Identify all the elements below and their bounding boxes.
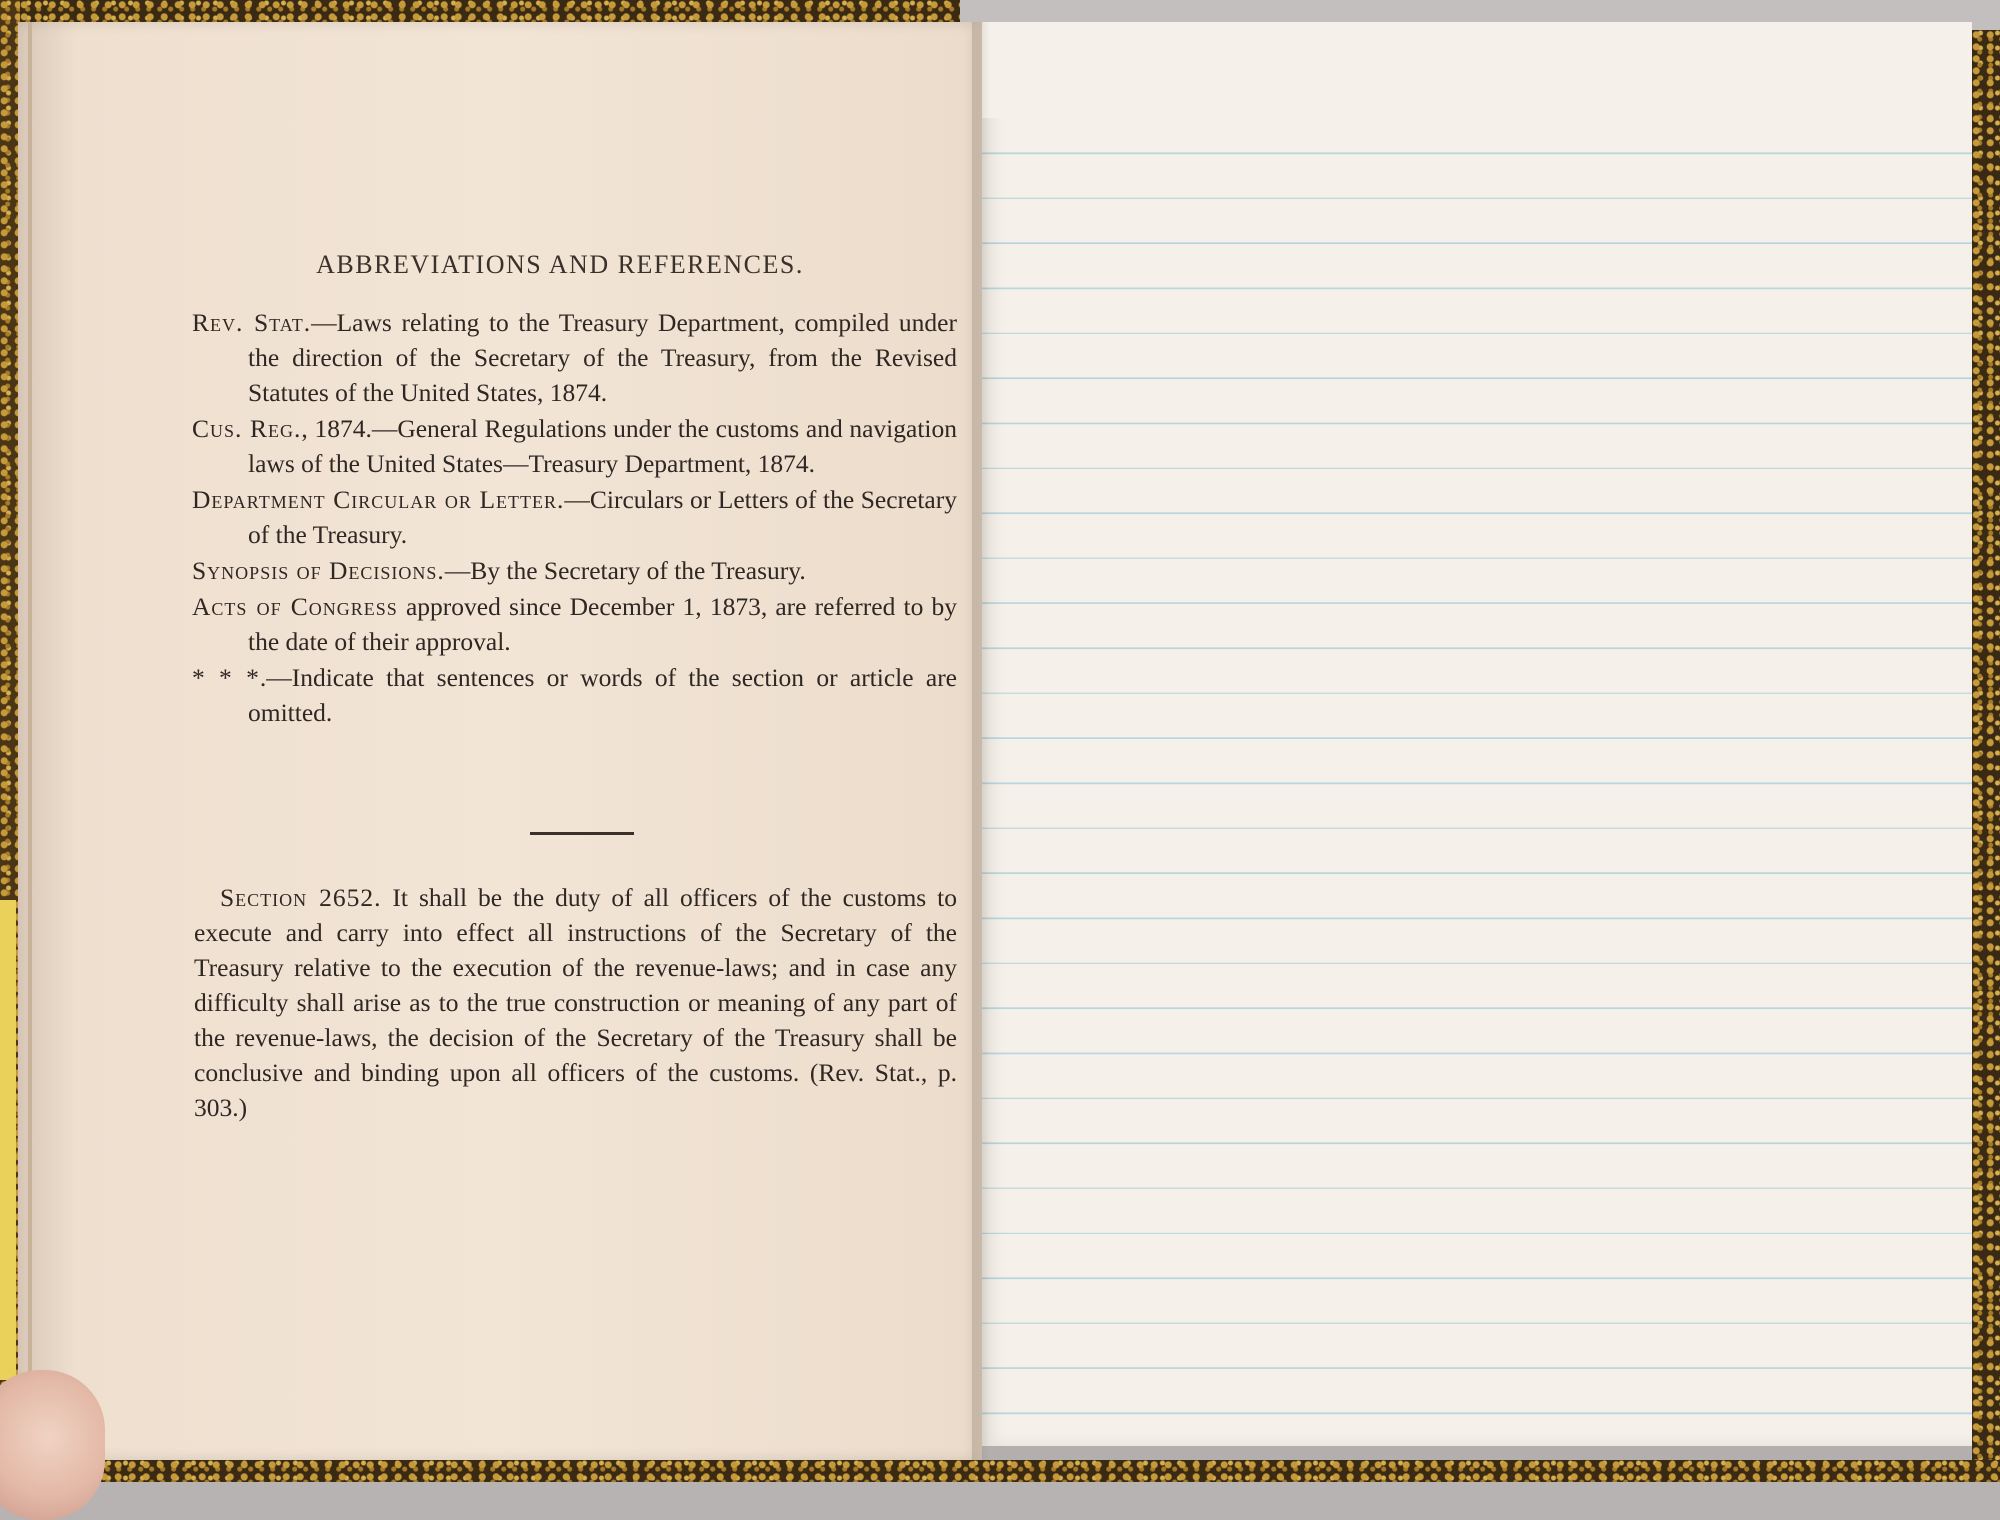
page-heading: ABBREVIATIONS AND REFERENCES.: [316, 250, 804, 279]
book-gutter: [972, 22, 990, 1460]
list-item: [192, 305, 957, 410]
gilt-bottom-edge: [100, 1460, 2000, 1482]
section-label: Section 2652.: [220, 883, 382, 912]
section-divider-rule: [530, 832, 634, 835]
list-item: [192, 553, 957, 588]
left-printed-page: [18, 22, 982, 1460]
abbreviation-definition: —Circulars or Letters of the Secretary of the Treasury.: [248, 485, 957, 549]
abbreviation-term: Rev. Stat.: [192, 308, 312, 337]
list-item: [192, 589, 957, 659]
abbreviation-definition: —Laws relating to the Treasury Department, compiled under the direction of the Secretary of the Treasury, from the Revised Statutes of the United States, 1874.: [248, 308, 957, 407]
gilt-right-edge: [1972, 30, 2000, 1460]
left-page-fold-line: [28, 22, 32, 1460]
abbreviation-term: Department Circular or Letter.: [192, 485, 565, 514]
section-text: It shall be the duty of all officers of the customs to execute and carry into effect all instructions of the Secretary of the Treasury relative to the execution of the revenue-laws; and in case any difficulty shall arise as to the true construction or meaning of any part of the revenue-laws, the decision of the Secretary of the Treasury shall be conclusive and binding upon all officers of the customs. (Rev. Stat., p. 303.): [194, 883, 957, 1122]
right-ruled-page: [982, 22, 1972, 1446]
section-paragraph: [194, 880, 957, 1125]
right-page-header-margin: [982, 22, 1972, 118]
holding-thumb: [0, 1370, 105, 1520]
page-edge-yellow: [0, 900, 16, 1380]
list-item: [192, 482, 957, 552]
abbreviation-definition: .—Indicate that sentences or words of the section or article are omitted.: [248, 663, 957, 727]
abbreviation-definition: —By the Secretary of the Treasury.: [444, 556, 806, 585]
abbreviation-definition: approved since December 1, 1873, are referred to by the date of their approval.: [248, 592, 958, 656]
abbreviation-term: * * *: [192, 663, 260, 692]
abbreviation-term: Synopsis of Decisions.: [192, 556, 445, 585]
abbreviation-list: [192, 305, 957, 731]
list-item: [192, 660, 957, 730]
list-item: [192, 411, 957, 481]
abbreviation-term: Acts of Congress: [192, 592, 398, 621]
abbreviation-term: Cus. Reg.: [192, 414, 302, 443]
abbreviation-definition: , 1874.—General Regulations under the customs and navigation laws of the United States—Treasury Department, 1874.: [248, 414, 957, 478]
